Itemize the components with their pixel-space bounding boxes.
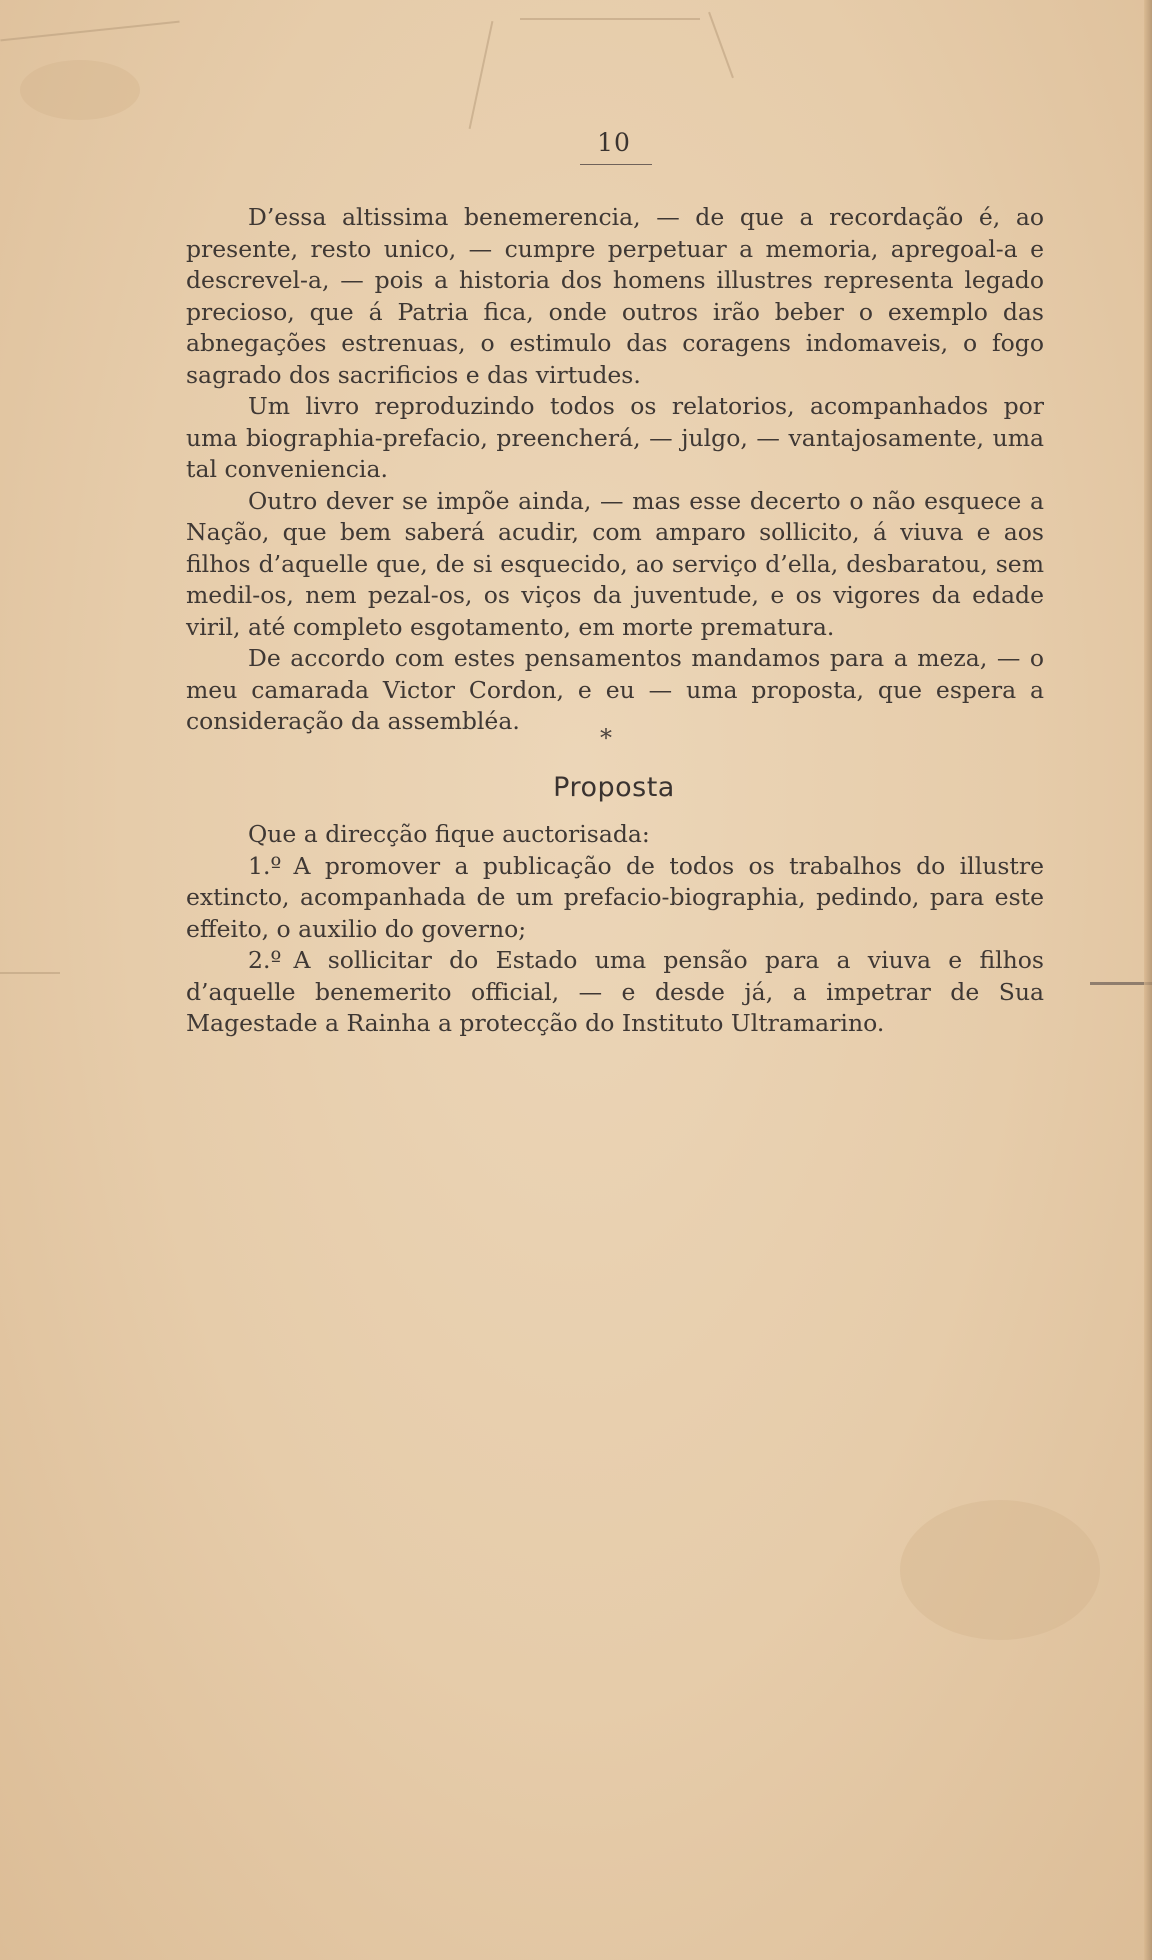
page-number-underline (580, 164, 652, 165)
paper-stain (900, 1500, 1100, 1640)
body-text (186, 202, 1044, 738)
paper-crease (708, 12, 734, 78)
paper-stain (20, 60, 140, 120)
asterism-separator: * (600, 724, 612, 752)
proposal-text (186, 819, 1044, 1040)
proposal-item-number: 1.º (248, 851, 282, 880)
proposal-item-number: 2.º (248, 946, 282, 974)
page-number: 10 (597, 128, 631, 157)
proposal-heading: Proposta (553, 772, 675, 803)
paper-crease (0, 972, 60, 974)
proposal-item (186, 851, 1044, 946)
paragraph: Outro dever se impõe ainda, — mas esse decerto o não esquece a Nação, que bem saberá acudir, com amparo sollicito, á viuva e aos filhos d’aquelle que, de si esquecido, ao serviço d’ella, desbaratou, sem medil-os, nem pezal-os, os viços da juventude, e os vigores da edade viril, até completo esgotamento, em morte prematura. (186, 486, 1044, 641)
paragraph: De accordo com estes pensamentos mandamos para a meza, — o meu camarada Victor Cordon, e eu — uma proposta, que espera a consideração da assembléa. (186, 644, 1044, 735)
paragraph: D’essa altissima benemerencia, — de que a recordação é, ao presente, resto unico, — cumpre perpetuar a memoria, apregoal-a e descrevel-a, — pois a historia dos homens illustres representa legado precioso, que á Patria fica, onde outros irão beber o exemplo das abnegações estrenuas, o estimulo das coragens indomaveis, o fogo sagrado dos sacrificios e das virtudes. (186, 203, 1044, 389)
paragraph: Um livro reproduzindo todos os relatorios, acompanhados por uma biographia-prefacio, preencherá, — julgo, — vantajosamente, uma tal conveniencia. (186, 392, 1044, 483)
paper-crease (520, 18, 700, 20)
page-edge (1144, 0, 1152, 1960)
proposal-item-text: A sollicitar do Estado uma pensão para a viuva e filhos d’aquelle benemerito official, — e desde já, a impetrar de Sua Magestade a Rainha a protecção do Instituto Ultramarino. (186, 946, 1044, 1037)
paper-crease (0, 21, 179, 42)
proposal-item (186, 945, 1044, 1040)
paper-crease (1090, 982, 1152, 985)
paper-crease (469, 21, 494, 129)
proposal-item-text: A promover a publicação de todos os trabalhos do illustre extincto, acompanhada de um prefacio-biographia, pedindo, para este effeito, o auxilio do governo; (186, 851, 1044, 943)
proposal-intro: Que a direcção fique auctorisada: (248, 820, 650, 848)
